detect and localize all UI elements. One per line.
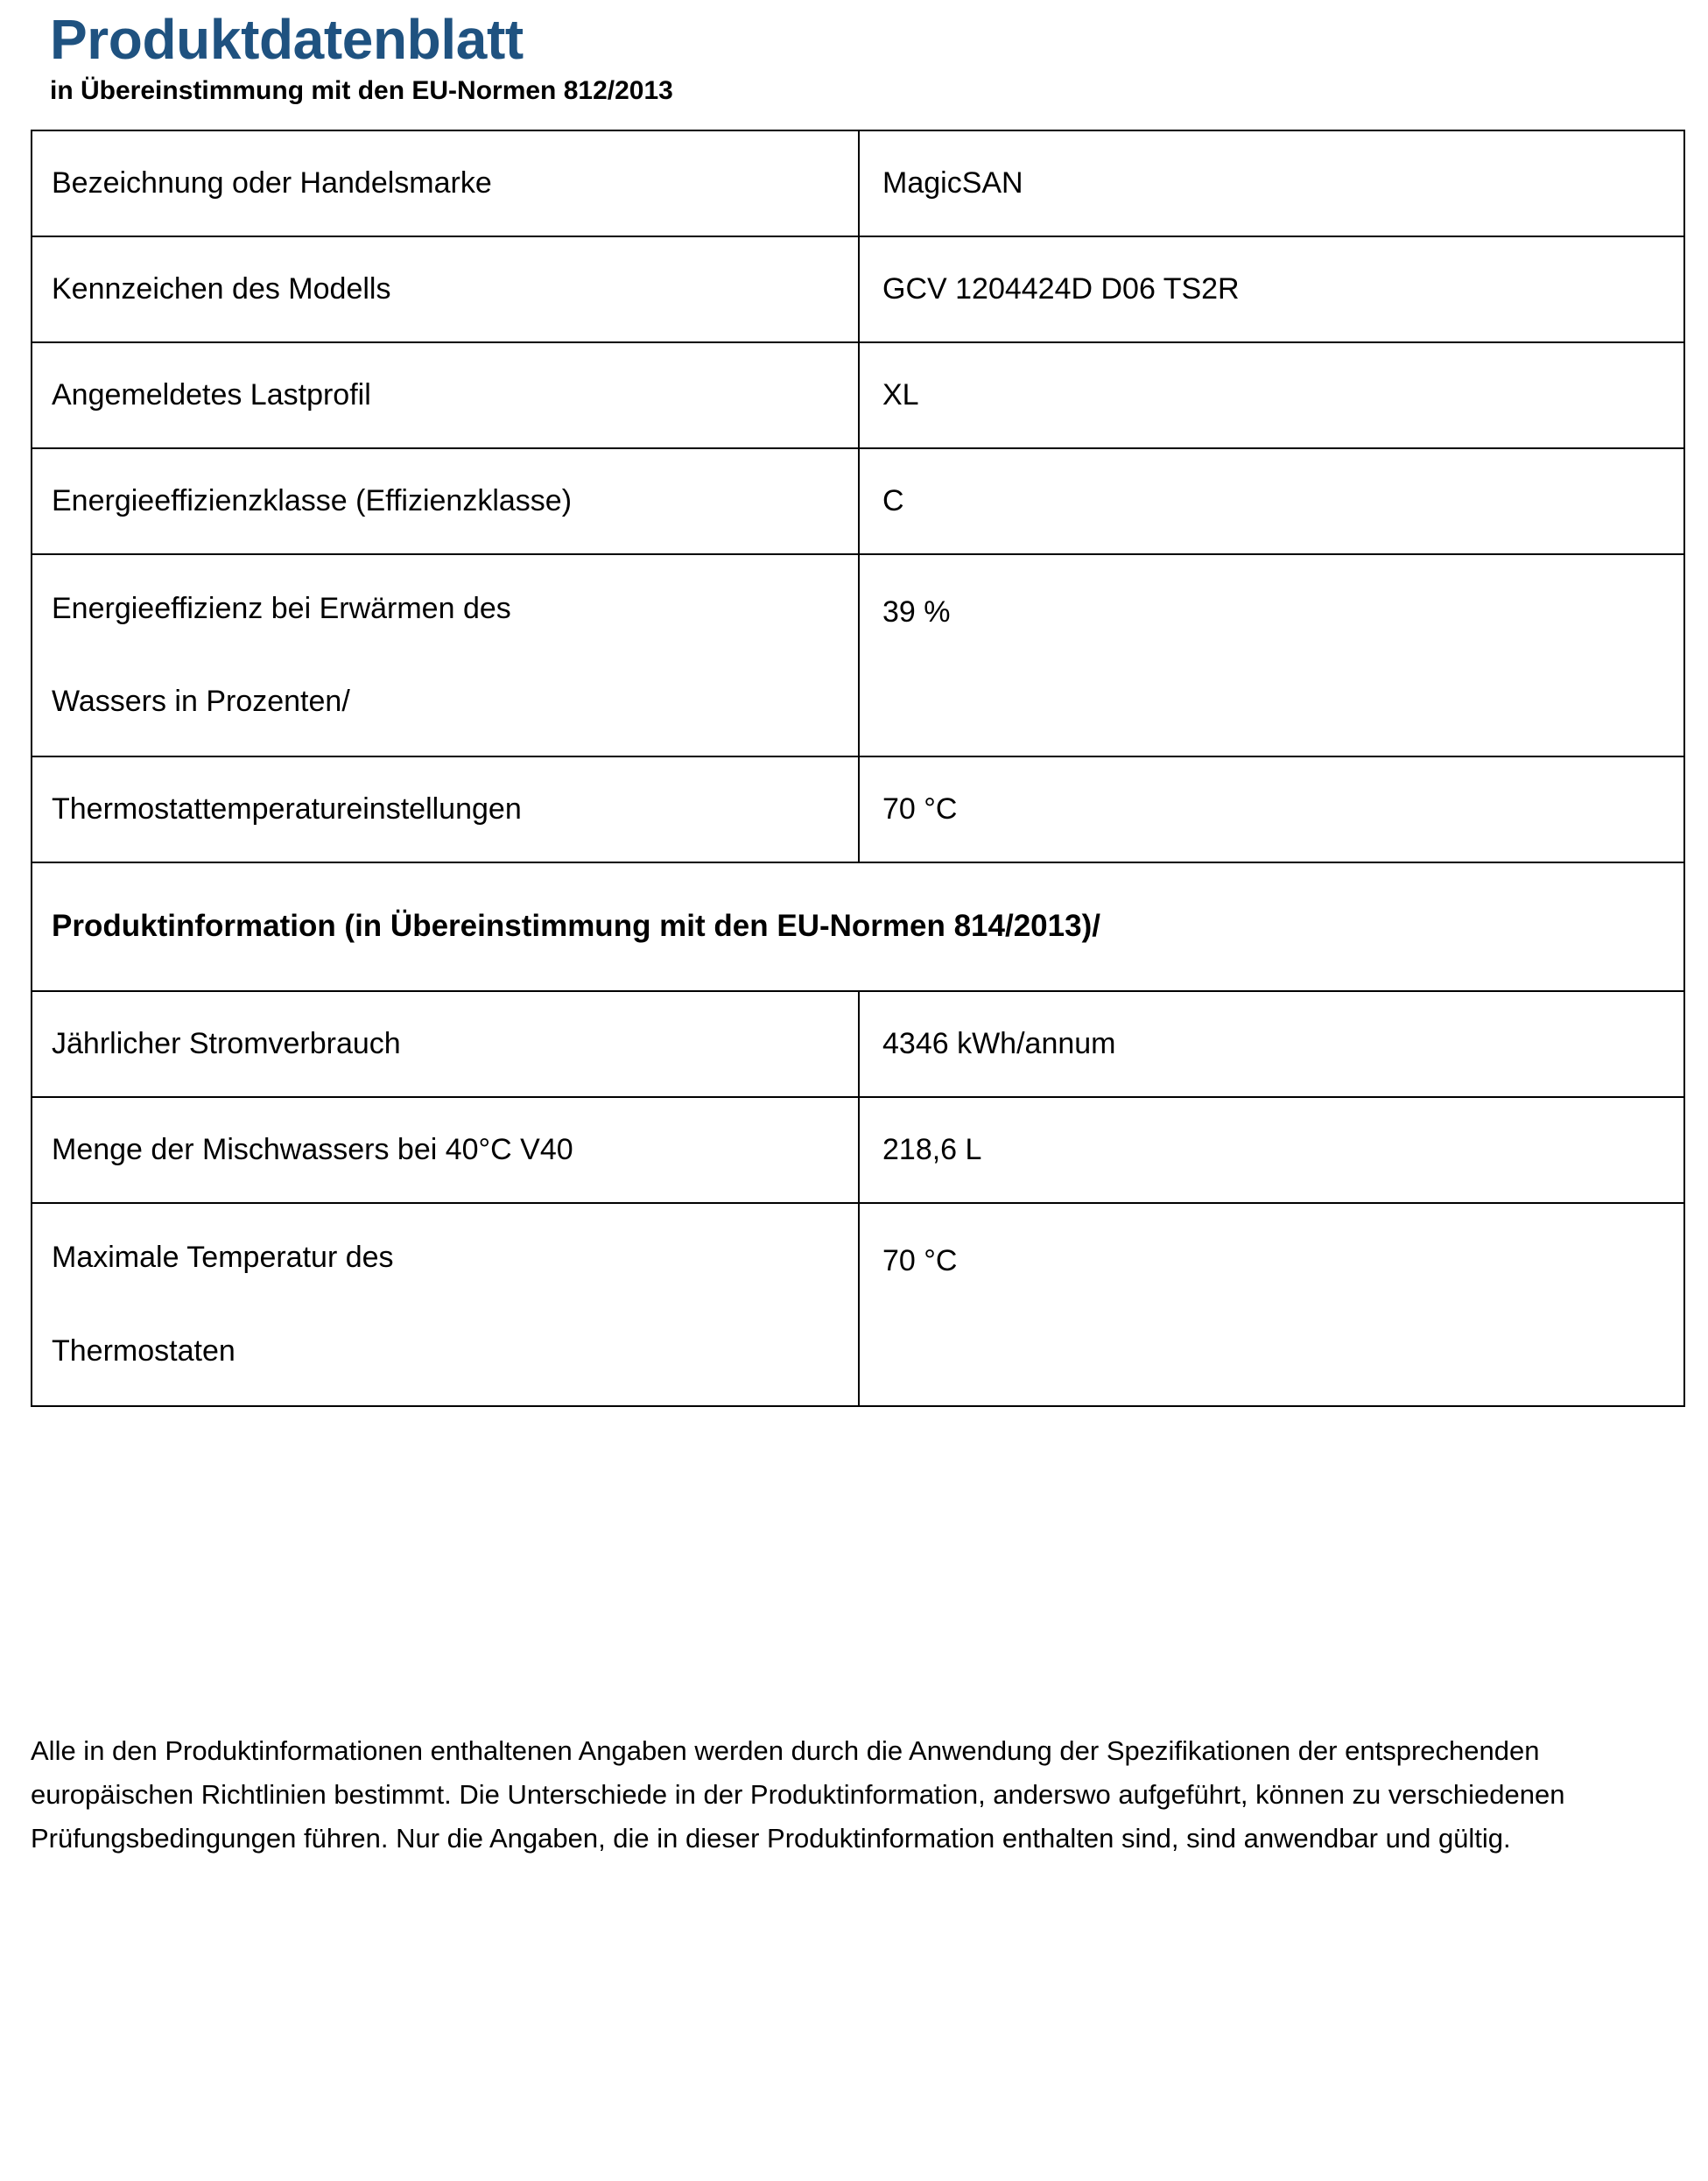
row-label: Kennzeichen des Modells — [32, 236, 859, 342]
row-label — [32, 554, 859, 757]
row-label — [32, 1203, 859, 1406]
row-value: 4346 kWh/annum — [859, 991, 1684, 1097]
table-row — [32, 1203, 1684, 1406]
section-header: Produktinformation (in Übereinstimmung mit den EU-Normen 814/2013)/ — [32, 862, 1684, 991]
specification-table — [31, 130, 1685, 1407]
page-title: Produktdatenblatt — [50, 8, 524, 71]
row-value: XL — [859, 342, 1684, 448]
table-row — [32, 756, 1684, 862]
footer-note — [31, 1729, 1659, 1861]
row-label: Energieeffizienzklasse (Effizienzklasse) — [32, 448, 859, 554]
row-label-line-2: Wassers in Prozenten/ — [52, 685, 350, 719]
table-row — [32, 554, 1684, 757]
row-label-line-1: Energieeffizienz bei Erwärmen des — [52, 591, 511, 625]
table-row — [32, 1097, 1684, 1203]
table-row — [32, 130, 1684, 236]
table-row — [32, 342, 1684, 448]
row-value: 218,6 L — [859, 1097, 1684, 1203]
row-value: C — [859, 448, 1684, 554]
page-subtitle: in Übereinstimmung mit den EU-Normen 812/2013 — [50, 76, 673, 106]
table-row — [32, 991, 1684, 1097]
footer-note-paragraph: Alle in den Produktinformationen enthaltenen Angaben werden durch die Anwendung der Spezifikationen der entsprechenden europäischen Richtlinien bestimmt. Die Unterschiede in der Produktinformation, anderswo aufgeführt, können zu verschiedenen Prüfungsbedingungen führen. Nur die Angaben, die in dieser Produktinformation enthalten sind, sind anwendbar und gültig. — [31, 1735, 1565, 1854]
table-row — [32, 236, 1684, 342]
row-label: Thermostattemperatureinstellungen — [32, 756, 859, 862]
row-value: 70 °C — [859, 1203, 1684, 1406]
row-label-line-1: Maximale Temperatur des — [52, 1240, 394, 1274]
row-value: MagicSAN — [859, 130, 1684, 236]
row-value: 39 % — [859, 554, 1684, 757]
table-section-header-row — [32, 862, 1684, 991]
row-label: Jährlicher Stromverbrauch — [32, 991, 859, 1097]
row-value: 70 °C — [859, 756, 1684, 862]
row-label-line-2: Thermostaten — [52, 1333, 235, 1368]
table-row — [32, 448, 1684, 554]
row-label: Bezeichnung oder Handelsmarke — [32, 130, 859, 236]
row-label: Angemeldetes Lastprofil — [32, 342, 859, 448]
row-label: Menge der Mischwassers bei 40°C V40 — [32, 1097, 859, 1203]
heading-block — [31, 0, 1683, 114]
row-value: GCV 1204424D D06 TS2R — [859, 236, 1684, 342]
